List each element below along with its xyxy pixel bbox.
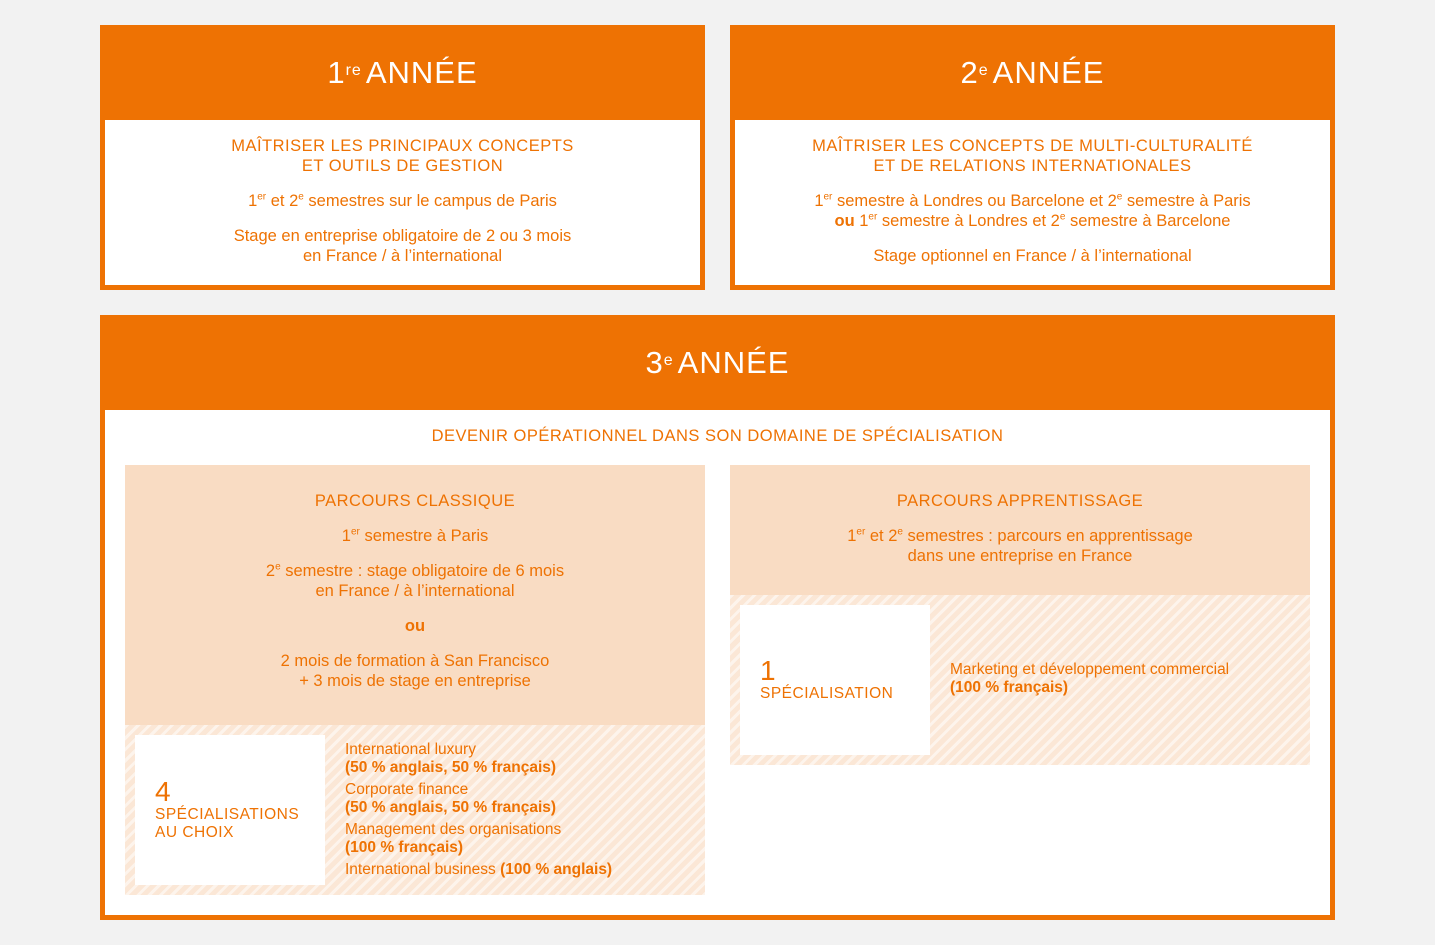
sup: er	[868, 211, 878, 223]
year1-internship-line2: en France / à l’international	[302, 247, 503, 265]
sup: er	[257, 191, 267, 203]
track-apprentissage-info	[730, 465, 1310, 566]
year2-card	[730, 25, 1335, 290]
track-classique-title: PARCOURS CLASSIQUE	[314, 492, 516, 510]
text: et 2	[865, 527, 898, 545]
spec-list	[345, 741, 695, 879]
text: + 3 mois de stage en entreprise	[299, 672, 531, 690]
track-classique-or: ou	[404, 617, 426, 635]
text: semestre à Londres et 2	[877, 212, 1060, 230]
track-apprentissage-sem	[730, 526, 1310, 566]
text: semestre à Londres ou Barcelone et 2	[832, 192, 1117, 210]
text: 1	[847, 527, 857, 545]
text: SPÉCIALISATIONS	[155, 806, 300, 823]
year2-mission-line1: MAÎTRISER LES CONCEPTS DE MULTI-CULTURALITÉ	[812, 137, 1253, 155]
list-item	[345, 741, 695, 777]
track-classique-alt	[125, 651, 705, 691]
year1-header: 1 $^{re}$ ANNÉE	[327, 54, 478, 90]
spec-count-card	[135, 735, 325, 885]
year1-card	[100, 25, 705, 290]
sup: e	[298, 191, 304, 203]
text: semestres sur le campus de Paris	[303, 192, 557, 210]
year2-semesters	[735, 191, 1330, 231]
list-item	[345, 821, 695, 857]
year2-label: ANNÉE	[992, 54, 1105, 90]
year1-mission-line1: MAÎTRISER LES PRINCIPAUX CONCEPTS	[231, 137, 574, 155]
track-apprentissage-title: PARCOURS APPRENTISSAGE	[896, 492, 1144, 510]
list-item	[345, 781, 695, 817]
track-classique-specs	[125, 725, 705, 895]
year2-internship: Stage optionnel en France / à l’international	[873, 247, 1192, 265]
sup: e	[1116, 191, 1123, 203]
sup: er	[823, 191, 833, 203]
year1-internship-line1: Stage en entreprise obligatoire de 2 ou 3 mois	[233, 227, 572, 245]
year3-header: 3 $^e$ ANNÉE	[645, 344, 790, 380]
year3-label: ANNÉE	[677, 344, 790, 380]
year3-mission: DEVENIR OPÉRATIONNEL DANS SON DOMAINE DE SPÉCIALISATION	[431, 427, 1004, 445]
year1-semesters	[105, 191, 700, 211]
text: 1	[248, 192, 258, 210]
track-apprentissage-specs	[730, 595, 1310, 765]
text: 1	[341, 527, 351, 545]
text: 2 mois de formation à San Francisco	[280, 652, 550, 670]
year2-body	[735, 120, 1330, 285]
year2-mission	[735, 136, 1330, 176]
text: 1	[814, 192, 824, 210]
year2-mission-line2: ET DE RELATIONS INTERNATIONALES	[873, 157, 1192, 175]
text: et 2	[266, 192, 299, 210]
track-classique-sem2	[125, 561, 705, 601]
text: en France / à l’international	[315, 582, 515, 600]
sup: e	[897, 526, 903, 538]
year3-body	[105, 410, 1330, 915]
year1-number: 1	[327, 54, 346, 90]
spec-detail: (100 % anglais)	[500, 861, 613, 878]
list-item	[950, 661, 1300, 697]
track-classique-info	[125, 465, 705, 691]
year1-internship	[105, 226, 700, 266]
list-item	[345, 861, 695, 879]
text: 1	[854, 212, 869, 230]
sup: e	[275, 561, 281, 573]
year1-label: ANNÉE	[365, 54, 478, 90]
text: semestres : parcours en apprentissage	[902, 527, 1193, 545]
spec-name: International luxury	[345, 741, 476, 758]
text: AU CHOIX	[155, 824, 234, 841]
spec-name: Corporate finance	[345, 781, 469, 798]
or-text: ou	[834, 212, 855, 230]
text: semestre à Barcelone	[1065, 212, 1231, 230]
spec-name: Marketing et développement commercial	[950, 661, 1230, 678]
year1-body	[105, 120, 700, 285]
spec-detail: (100 % français)	[950, 679, 1069, 696]
text: semestre : stage obligatoire de 6 mois	[280, 562, 565, 580]
track-classique-sem1	[125, 526, 705, 546]
spec-name: Management des organisations	[345, 821, 562, 838]
spec-list	[950, 661, 1300, 697]
track-apprentissage	[730, 465, 1310, 765]
spec-name: International business	[345, 861, 501, 878]
spec-count-label: SPÉCIALISATION	[760, 685, 894, 702]
text: semestre à Paris	[359, 527, 489, 545]
year2-number: 2	[960, 54, 979, 90]
spec-detail: (50 % anglais, 50 % français)	[345, 799, 557, 816]
spec-detail: (50 % anglais, 50 % français)	[345, 759, 557, 776]
sup: e	[1059, 211, 1066, 223]
year3-number: 3	[645, 344, 664, 380]
spec-detail: (100 % français)	[345, 839, 464, 856]
text: dans une entreprise en France	[907, 547, 1133, 565]
text: semestre à Paris	[1122, 192, 1251, 210]
year2-header: 2 $^e$ ANNÉE	[960, 54, 1105, 90]
text: 2	[265, 562, 276, 580]
spec-count: 1	[760, 655, 776, 686]
track-classique	[125, 465, 705, 895]
year3-card	[100, 315, 1335, 920]
spec-count-label	[155, 806, 325, 842]
year1-mission-line2: ET OUTILS DE GESTION	[301, 157, 504, 175]
spec-count-card	[740, 605, 930, 755]
sup: er	[350, 526, 360, 538]
sup: er	[856, 526, 866, 538]
year1-mission	[105, 136, 700, 176]
spec-count: 4	[155, 776, 171, 807]
